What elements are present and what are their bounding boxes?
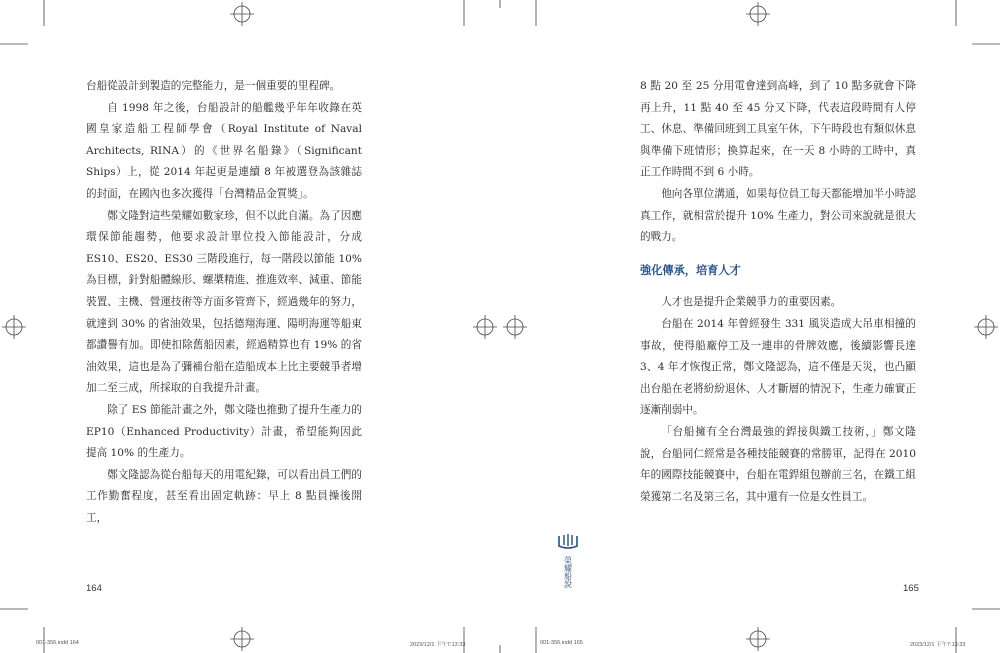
left-paragraph-4: 除了 ES 節能計畫之外，鄭文隆也推動了提升生產力的 EP10（Enhanced Productivity）計畫，希望能夠因此提高 10% 的生產力。 (86, 403, 362, 460)
gutter-vertical-title: 榮耀船說 (563, 556, 573, 588)
right-paragraph-5: 「台船擁有全台灣最強的銲接與鐵工技術，」鄭文隆說，台船同仁經常是各種技能競賽的常勝軍，記得在 2010 年的國際技能競賽中，台船在電銲組包辦前三名，在鐵工組榮獲第二名及第三名，其中還有一位是女性員工。 (640, 425, 916, 503)
left-text-column (86, 76, 362, 529)
right-page-number: 165 (903, 583, 919, 594)
right-paragraph-2: 他向各單位溝通，如果每位員工每天都能增加半小時認真工作，就相當於提升 10% 生產力，對公司來說就是很大的戰力。 (640, 187, 916, 244)
gutter-emblem (556, 534, 580, 588)
right-paragraph-3: 人才也是提升企業競爭力的重要因素。 (661, 296, 842, 309)
left-page-number: 164 (86, 583, 102, 594)
section-heading: 強化傳承，培育人才 (640, 263, 741, 277)
left-paragraph-3: 鄭文隆對這些榮耀如數家珍，但不以此自滿。為了因應環保節能趨勢，他要求設計單位投入節能設計，分成 ES10、ES20、ES30 三階段進行，每一階段以節能 10% 為目標，針對船體線形、螺槳精進、推進效率、減重、節能裝置、主機、營運技術等方面多管齊下，經過幾年的努力，就達到 30% 的省油效果，包括德翔海運、陽明海運等船東都讚譽有加。即使扣除舊船因素，經過精算也有 19% 的省油效果，這也是為了彌補台船在造船成本上比主要競爭者增加二至三成，所採取的自我提升計畫。 (86, 209, 362, 395)
right-slug-date: 2023/12/1 下午7:13:33 (910, 642, 966, 648)
right-text-column (640, 76, 916, 508)
left-paragraph-5: 鄭文隆認為從台船每天的用電紀錄，可以看出員工們的工作勤奮程度，甚至看出固定軌跡：早上 8 點員操後開工， (86, 468, 362, 524)
left-paragraph-1: 台船從設計到製造的完整能力，是一個重要的里程碑。 (86, 80, 341, 92)
book-logo-icon (557, 534, 579, 550)
left-slug-file: 001-356.indd 164 (36, 640, 79, 646)
right-paragraph-1: 8 點 20 至 25 分用電會達到高峰，到了 10 點多就會下降再上升，11 點 40 至 45 分又下降，代表這段時間有人停工、休息、準備回班到工具室午休，下午時段也有類似休息與準備下班情形；換算起來，在一天 8 小時的工時中，真正工作時間不到 6 小時。 (640, 80, 916, 179)
right-slug-file: 001-356.indd 165 (540, 640, 583, 646)
left-paragraph-2: 自 1998 年之後，台船設計的船艦幾乎年年收錄在英國皇家造船工程師學會（Royal Institute of Naval Architects, RINA）的《世界名船錄》（Significant Ships）上，從 2014 年起更是連續 8 年被選登為該雜誌的封面，在國內也多次獲得「台灣精品金質獎」。 (86, 101, 362, 200)
right-paragraph-4: 台船在 2014 年曾經發生 331 風災造成大吊車相撞的事故，使得船廠停工及一連串的骨牌效應，後續影響長達 3、4 年才恢復正常，鄭文隆認為，這不僅是天災，也凸顯出台船在老將紛紛退休、人才斷層的情況下，生產力確實正逐漸削弱中。 (640, 317, 916, 417)
left-slug-date: 2023/12/1 下午7:13:33 (410, 642, 466, 648)
